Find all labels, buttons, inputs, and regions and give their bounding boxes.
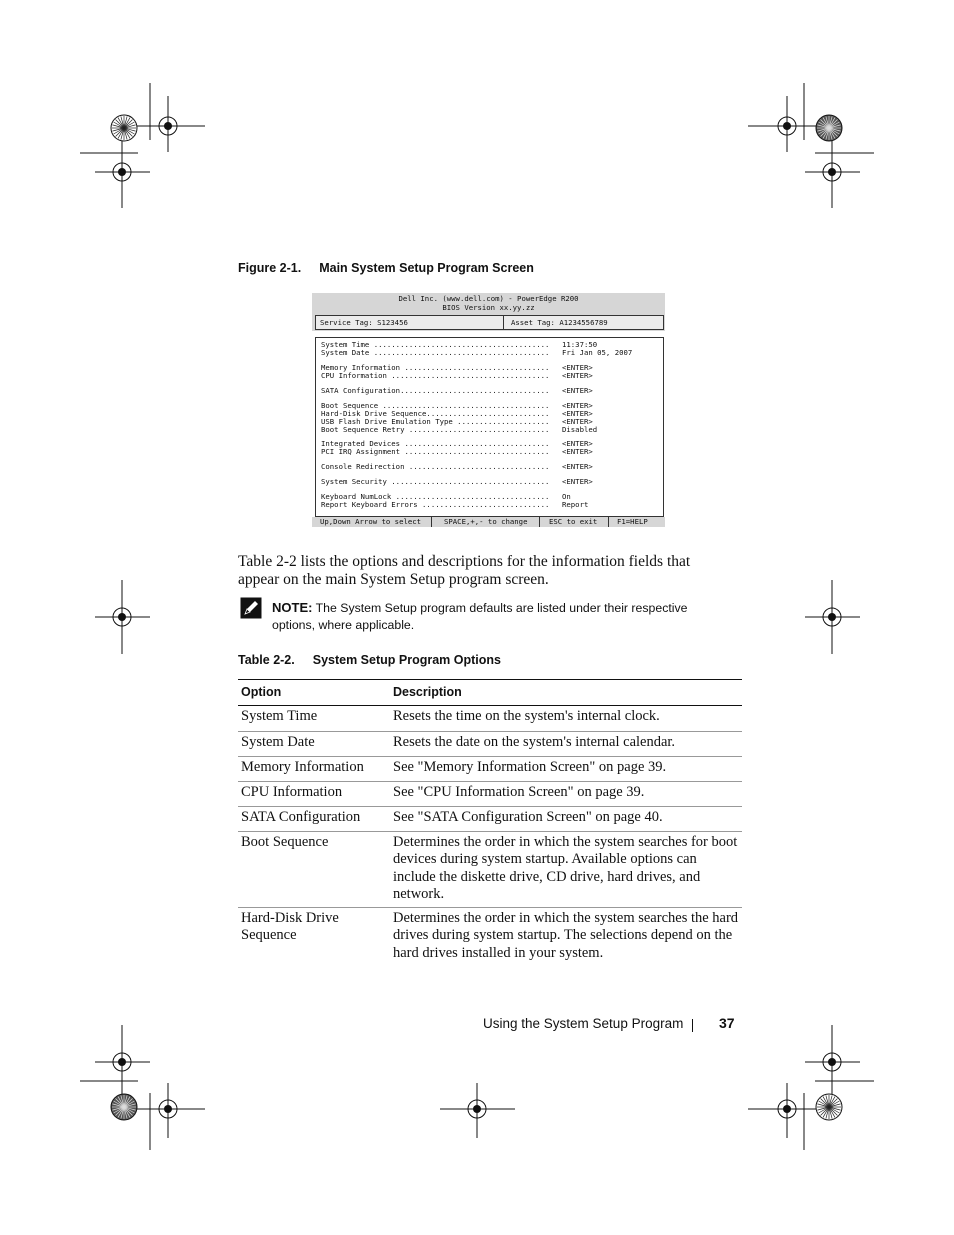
description-cell: Determines the order in which the system searches for boot devices during system startup. Available options can include the diskette drive, CD drive, hard drives, and network.: [393, 834, 738, 902]
description-cell: See "SATA Configuration Screen" on page 40.: [393, 809, 663, 825]
bios-row-label: PCI IRQ Assignment .................................: [321, 447, 550, 456]
bios-row-value: <ENTER>: [562, 409, 593, 418]
option-cell: SATA Configuration: [241, 809, 361, 825]
bios-row-value: Report: [562, 500, 589, 509]
description-cell: See "Memory Information Screen" on page 39.: [393, 759, 667, 775]
bios-row-label: Memory Information .................................: [321, 363, 550, 372]
note-label: NOTE:: [272, 600, 313, 615]
option-cell: Memory Information: [241, 759, 364, 775]
bios-row-value: <ENTER>: [562, 439, 593, 448]
option-cell: System Time: [241, 708, 318, 724]
table-row: [238, 832, 742, 908]
bios-row-label: SATA Configuration..................................: [321, 386, 550, 395]
bios-row-label: Hard-Disk Drive Sequence............................: [321, 409, 550, 418]
description-cell: Resets the time on the system's internal clock.: [393, 708, 660, 724]
bios-row-label: Report Keyboard Errors .............................: [321, 500, 550, 509]
service-tag: Service Tag: S123456: [320, 318, 408, 327]
bios-row-label: USB Flash Drive Emulation Type .....................: [321, 417, 550, 426]
option-cell: Boot Sequence: [241, 834, 329, 850]
bios-row-label: System Date ........................................: [321, 348, 550, 357]
bios-row-label: Integrated Devices .................................: [321, 439, 550, 448]
table-header: [238, 679, 742, 706]
option-cell: CPU Information: [241, 784, 343, 800]
table-title: System Setup Program Options: [312, 653, 501, 667]
footer-divider: [692, 1019, 693, 1032]
header-option: Option: [241, 685, 282, 699]
bios-row-value: <ENTER>: [562, 417, 593, 426]
options-table: [238, 679, 742, 966]
table-row: [238, 782, 742, 807]
note-text: The System Setup program defaults are listed under their respective options, where applicable.: [272, 601, 688, 632]
bios-row-value: 11:37:50: [562, 340, 598, 349]
bios-row-value: Fri Jan 05, 2007: [562, 348, 633, 357]
bios-row-label: System Time ........................................: [321, 340, 550, 349]
bios-tag-bar: [315, 315, 664, 330]
description-cell: Determines the order in which the system searches the hard drives during system startup. The selections depend on the hard drives installed in your system.: [393, 910, 739, 961]
bios-row-label: Boot Sequence Retry ................................: [321, 425, 550, 434]
table-row: [238, 732, 742, 757]
description-cell: Resets the date on the system's internal calendar.: [393, 734, 676, 750]
bios-setup-screenshot: [312, 293, 665, 527]
table-row: [238, 706, 742, 732]
body-paragraph: Table 2-2 lists the options and descriptions for the information fields that appear on the main System Setup program screen.: [238, 553, 691, 588]
running-footer-title: Using the System Setup Program: [483, 1016, 684, 1031]
table-row: [238, 807, 742, 832]
page-number: 37: [719, 1015, 735, 1031]
bios-row-label: Console Redirection ................................: [321, 462, 550, 471]
bios-row-value: Disabled: [562, 425, 598, 434]
bios-footer-nav: Up,Down Arrow to select: [320, 517, 422, 526]
bios-footer-help: [312, 517, 665, 527]
bios-row-value: On: [562, 492, 571, 501]
bios-row-value: <ENTER>: [562, 386, 593, 395]
note-pencil-icon: [240, 597, 262, 619]
option-cell: System Date: [241, 734, 315, 750]
bios-row-value: <ENTER>: [562, 477, 593, 486]
bios-header-vendor: Dell Inc. (www.dell.com) - PowerEdge R200: [398, 294, 579, 303]
option-cell: Hard-Disk Drive Sequence: [241, 910, 339, 944]
bios-footer-exit: ESC to exit: [549, 517, 598, 526]
bios-options-panel: [315, 337, 664, 517]
note: [272, 599, 722, 634]
bios-row-label: Boot Sequence ......................................: [321, 401, 550, 410]
bios-row-label: System Security ....................................: [321, 477, 550, 486]
bios-row-value: <ENTER>: [562, 462, 593, 471]
asset-tag: Asset Tag: A1234556789: [511, 318, 608, 327]
bios-footer-help-key: F1=HELP: [617, 517, 648, 526]
table-label: Table 2-2.: [238, 653, 295, 667]
table-row: [238, 908, 742, 966]
bios-row-value: <ENTER>: [562, 447, 593, 456]
bios-row-label: Keyboard NumLock ...................................: [321, 492, 550, 501]
header-description: Description: [393, 685, 462, 699]
bios-header-version: BIOS Version xx.yy.zz: [442, 303, 535, 312]
table-row: [238, 757, 742, 782]
figure-caption: [238, 261, 534, 275]
description-cell: See "CPU Information Screen" on page 39.: [393, 784, 645, 800]
bios-row-value: <ENTER>: [562, 363, 593, 372]
bios-row-value: <ENTER>: [562, 401, 593, 410]
bios-row-value: <ENTER>: [562, 371, 593, 380]
table-caption: [238, 653, 501, 667]
bios-footer-change: SPACE,+,- to change: [444, 517, 528, 526]
figure-label: Figure 2-1.: [238, 261, 302, 275]
figure-title: Main System Setup Program Screen: [319, 261, 534, 275]
bios-row-label: CPU Information ....................................: [321, 371, 550, 380]
bios-header: [312, 293, 665, 331]
